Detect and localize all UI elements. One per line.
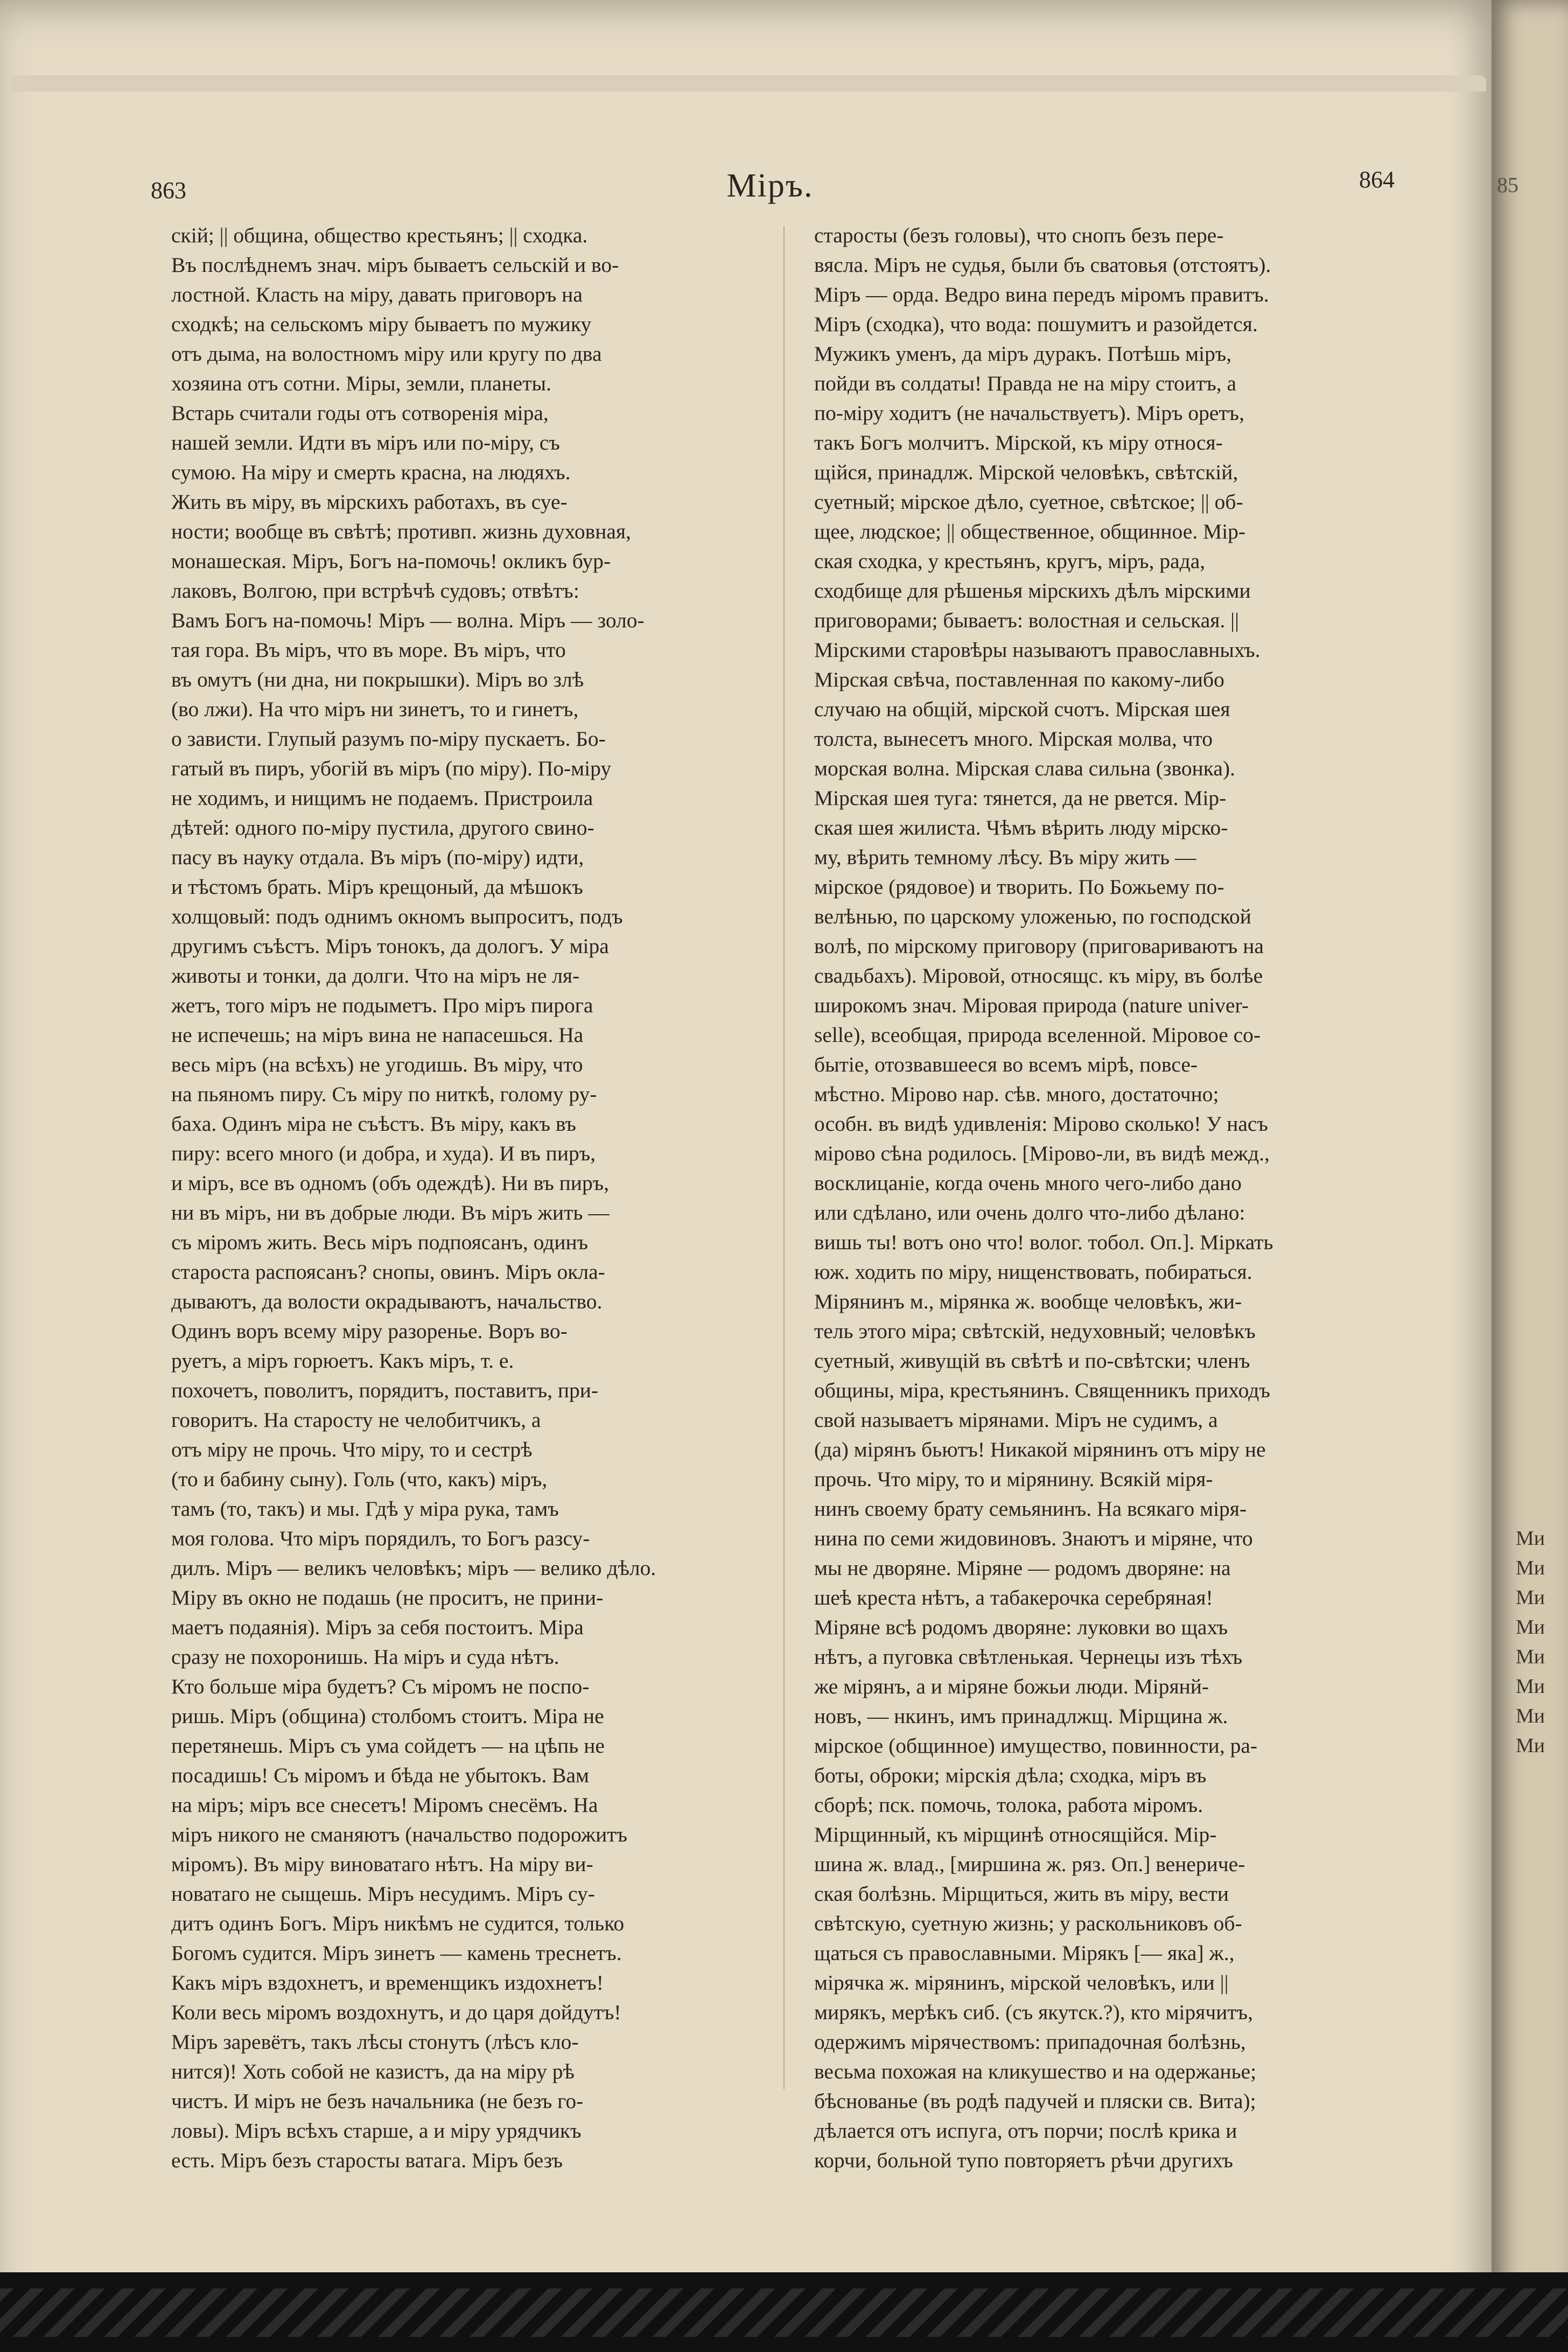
scan-bottom-edge <box>0 2272 1568 2352</box>
text-line: же мірянъ, а и міряне божьи люди. Мірянй- <box>814 1675 1209 1698</box>
text-line: въ омутъ (ни дна, ни покрышки). Міръ во злѣ <box>171 668 584 691</box>
text-line: перетянешь. Міръ съ ума сойдетъ — на цѣпь не <box>171 1734 605 1758</box>
text-line: широкомъ знач. Міровая природа (nature univer- <box>814 993 1249 1017</box>
text-line: сходкѣ; на сельскомъ міру бываетъ по мужику <box>171 312 592 336</box>
text-line: случаю на общій, мірской счотъ. Мірская шея <box>814 697 1230 721</box>
text-line: Міръ заревётъ, такъ лѣсы стонутъ (лѣсъ кло- <box>171 2030 579 2054</box>
bottom-pattern-strip <box>0 2288 1568 2337</box>
text-line: такъ Богъ молчитъ. Мірской, къ міру относя- <box>814 431 1223 454</box>
text-line: новатаго не сыщешь. Міръ несудимъ. Міръ су- <box>171 1882 595 1906</box>
text-line: моя голова. Что міръ порядилъ, то Богъ разсу- <box>171 1527 590 1550</box>
text-line: (да) мірянъ бьютъ! Никакой мірянинъ отъ міру не <box>814 1438 1266 1461</box>
text-line: ская болѣзнь. Мірщиться, жить въ міру, вести <box>814 1882 1229 1906</box>
text-line: похочетъ, поволитъ, порядитъ, поставитъ, при- <box>171 1378 599 1402</box>
text-line: вясла. Міръ не судья, были бъ сватовья (отстоятъ). <box>814 253 1271 277</box>
page-header <box>145 162 1395 210</box>
margin-fragment: Ми <box>1516 1586 1545 1609</box>
margin-fragment: Ми <box>1516 1557 1545 1579</box>
text-line: Встарь считали годы отъ сотворенія міра, <box>171 401 549 425</box>
text-line: мы не дворяне. Міряне — родомъ дворяне: на <box>814 1556 1231 1580</box>
text-line: монашеская. Міръ, Богъ на-помочь! окликъ бур- <box>171 549 611 573</box>
text-line: общины, міра, крестьянинъ. Священникъ приходъ <box>814 1378 1270 1402</box>
page-top-edge <box>11 75 1486 92</box>
text-line: Какъ міръ вздохнетъ, и временщикъ издохнетъ! <box>171 1971 604 1994</box>
text-line: юж. ходить по міру, нищенствовать, побираться. <box>814 1260 1252 1284</box>
text-line: Мірщинный, къ мірщинѣ относящійся. Мір- <box>814 1823 1217 1846</box>
text-line: міръ никого не сманяютъ (начальство подорожитъ <box>171 1823 628 1846</box>
text-line: сразу не похоронишь. На міръ и суда нѣтъ. <box>171 1645 559 1669</box>
next-page-number: 85 <box>1497 173 1518 197</box>
text-line: новъ, — нкинъ, имъ принадлжщ. Мірщина ж. <box>814 1704 1228 1728</box>
text-line: на пьяномъ пиру. Съ міру по ниткѣ, голому ру- <box>171 1082 597 1106</box>
text-line: (во лжи). На что міръ ни зинетъ, то и гинетъ, <box>171 697 579 721</box>
text-line: мірское (общинное) имущество, повинности, ра- <box>814 1734 1258 1758</box>
text-line: ришь. Міръ (община) столбомъ стоитъ. Міра не <box>171 1704 604 1728</box>
text-line: тель этого міра; свѣтскій, недуховный; человѣкъ <box>814 1319 1256 1343</box>
next-page-margin-text <box>1516 1524 1559 1761</box>
text-line: мірское (рядовое) и творить. По Божьему по- <box>814 875 1224 899</box>
text-line: и міръ, все въ одномъ (объ одеждѣ). Ни въ пиръ, <box>171 1171 609 1195</box>
text-line: щаться съ православными. Мірякъ [— яка] ж., <box>814 1941 1235 1965</box>
margin-fragment: Ми <box>1516 1705 1545 1727</box>
text-line: нится)! Хоть собой не казистъ, да на міру рѣ <box>171 2060 575 2083</box>
text-line: дываютъ, да волости окрадываютъ, начальство. <box>171 1290 603 1313</box>
text-line: говоритъ. На старосту не челобитчикъ, а <box>171 1408 541 1432</box>
text-line: не ходимъ, и нищимъ не подаемъ. Пристроила <box>171 786 593 810</box>
text-line: холщовый: подъ однимъ окномъ выпроситъ, подъ <box>171 905 623 928</box>
text-line: шина ж. влад., [миршина ж. ряз. Оп.] венериче- <box>814 1852 1245 1876</box>
text-line: мірячка ж. мірянинъ, мірской человѣкъ, или || <box>814 1971 1229 1994</box>
text-line: по-міру ходитъ (не начальствуетъ). Міръ оретъ, <box>814 401 1244 425</box>
text-line: пасу въ науку отдала. Въ міръ (по-міру) идти, <box>171 845 584 869</box>
text-line: нинъ своему брату семьянинъ. На всякаго міря- <box>814 1497 1247 1521</box>
margin-fragment: Ми <box>1516 1527 1545 1550</box>
text-line: тамъ (то, такъ) и мы. Гдѣ у міра рука, тамъ <box>171 1497 559 1521</box>
text-line: Вамъ Богъ на-помочь! Міръ — волна. Міръ — золо- <box>171 608 645 632</box>
text-line: ности; вообще въ свѣтѣ; противп. жизнь духовная, <box>171 520 631 543</box>
margin-fragment: Ми <box>1516 1646 1545 1668</box>
text-line: бѣснованье (въ родѣ падучей и пляски св. Вита); <box>814 2089 1256 2113</box>
text-line: боты, оброки; мірскія дѣла; сходка, міръ въ <box>814 1763 1207 1787</box>
text-line: мірово сѣна родилось. [Мірово-ли, въ видѣ межд., <box>814 1142 1270 1165</box>
text-line: Въ послѣднемъ знач. міръ бываетъ сельскій и во- <box>171 253 619 277</box>
text-line: пиру: всего много (и добра, и худа). И въ пиръ, <box>171 1142 596 1165</box>
text-line: свадьбахъ). Міровой, относящс. къ міру, въ болѣе <box>814 964 1263 988</box>
text-line: толста, вынесетъ много. Мірская молва, что <box>814 727 1213 751</box>
text-line: волѣ, по мірскому приговору (приговариваютъ на <box>814 934 1264 958</box>
text-line: Міръ (сходка), что вода: пошумитъ и разойдется. <box>814 312 1258 336</box>
text-line: отъ дыма, на волостномъ міру или кругу по два <box>171 342 602 366</box>
text-line: Жить въ міру, въ мірскихъ работахъ, въ суе- <box>171 490 568 514</box>
text-line: мирякъ, мерѣкъ сиб. (съ якутск.?), кто мірячитъ, <box>814 2000 1253 2024</box>
text-line: щійся, принадлж. Мірской человѣкъ, свѣтскій, <box>814 460 1238 484</box>
text-line: вишь ты! вотъ оно что! волог. тобол. Оп.]. Міркать <box>814 1230 1273 1254</box>
text-line: велѣнью, по царскому уложенью, по господской <box>814 905 1251 928</box>
text-line: тая гора. Въ міръ, что въ море. Въ міръ, что <box>171 638 566 662</box>
text-line: дѣтей: одного по-міру пустила, другого свино- <box>171 816 594 839</box>
text-line: морская волна. Мірская слава сильна (звонка). <box>814 757 1235 780</box>
next-page-edge <box>1492 0 1568 2352</box>
text-line: Мірская свѣча, поставленная по какому-либо <box>814 668 1224 691</box>
text-line: посадишь! Съ міромъ и бѣда не убытокъ. Вам <box>171 1763 589 1787</box>
text-line: суетный; мірское дѣло, суетное, свѣтское; || об- <box>814 490 1243 514</box>
text-line: приговорами; бываетъ: волостная и сельская. || <box>814 608 1239 632</box>
text-line: Міряне всѣ родомъ дворяне: луковки во щахъ <box>814 1615 1228 1639</box>
text-line: міромъ). Въ міру виноватаго нѣтъ. На міру ви- <box>171 1852 593 1876</box>
text-line: ни въ міръ, ни въ добрые люди. Въ міръ жить — <box>171 1201 610 1224</box>
text-line: маетъ подаянія). Міръ за себя постоитъ. Міра <box>171 1615 584 1639</box>
text-line: суетный, живущій въ свѣтѣ и по-свѣтски; членъ <box>814 1349 1250 1373</box>
text-line: старосты (безъ головы), что снопъ безъ пере- <box>814 223 1224 247</box>
text-line: лостной. Класть на міру, давать приговоръ на <box>171 283 583 306</box>
text-line: восклицаніе, когда очень много чего-либо дано <box>814 1171 1242 1195</box>
text-line: о зависти. Глупый разумъ по-міру пускаетъ. Бо- <box>171 727 606 751</box>
text-line: и тѣстомъ брать. Міръ крещоный, да мѣшокъ <box>171 875 583 899</box>
text-line: Мірская шея туга: тянется, да не рвется. Мір- <box>814 786 1227 810</box>
margin-fragment: Ми <box>1516 1675 1545 1698</box>
text-line: Мужикъ уменъ, да міръ дуракъ. Потѣшь міръ, <box>814 342 1232 366</box>
text-line: сходбище для рѣшенья мірскихъ дѣлъ мірскими <box>814 579 1251 603</box>
text-line: староста распоясанъ? снопы, овинъ. Міръ окла- <box>171 1260 605 1284</box>
text-line: особн. въ видѣ удивленія: Мірово сколько! У насъ <box>814 1112 1268 1136</box>
text-line: му, вѣрить темному лѣсу. Въ міру жить — <box>814 845 1196 869</box>
text-line: Одинъ воръ всему міру разоренье. Воръ во- <box>171 1319 568 1343</box>
text-line: дилъ. Міръ — великъ человѣкъ; міръ — велико дѣло. <box>171 1556 656 1580</box>
right-column <box>814 221 1412 2175</box>
margin-fragment: Ми <box>1516 1616 1545 1639</box>
text-line: сумою. На міру и смерть красна, на людяхъ. <box>171 460 571 484</box>
text-line: животы и тонки, да долги. Что на міръ не ля- <box>171 964 580 988</box>
text-line: не испечешь; на міръ вина не напасешься. На <box>171 1023 584 1047</box>
text-line: нѣтъ, а пуговка свѣтленькая. Чернецы изъ тѣхъ <box>814 1645 1243 1669</box>
page-number-right: 864 <box>1359 166 1395 193</box>
text-line: Мірскими старовѣры называютъ православныхъ. <box>814 638 1261 662</box>
text-line: прочь. Что міру, то и мірянину. Всякій міря- <box>814 1467 1213 1491</box>
text-line: весьма похожая на кликушество и на одержанье; <box>814 2060 1257 2083</box>
text-line: Мірянинъ м., мірянка ж. вообще человѣкъ, жи- <box>814 1290 1242 1313</box>
text-line: скій; || община, общество крестьянъ; || сходка. <box>171 223 588 247</box>
text-line: съ міромъ жить. Весь міръ подпоясанъ, одинъ <box>171 1230 589 1254</box>
text-line: или сдѣлано, или очень долго что-либо дѣлано: <box>814 1201 1245 1224</box>
text-line: нашей земли. Идти въ міръ или по-міру, съ <box>171 431 560 454</box>
text-line: Коли весь міромъ воздохнутъ, и до царя дойдутъ! <box>171 2000 621 2024</box>
text-line: на міръ; міръ все снесетъ! Міромъ снесёмъ. На <box>171 1793 598 1817</box>
text-line: шеѣ креста нѣтъ, а табакерочка серебряная! <box>814 1586 1213 1609</box>
text-line: корчи, больной тупо повторяетъ рѣчи другихъ <box>814 2148 1233 2172</box>
text-line: сборѣ; пск. помочь, толока, работа міромъ. <box>814 1793 1203 1817</box>
text-line: свой называетъ мірянами. Міръ не судимъ, а <box>814 1408 1218 1432</box>
text-line: лаковъ, Волгою, при встрѣчѣ судовъ; отвѣтъ: <box>171 579 579 603</box>
column-divider <box>783 226 785 2089</box>
text-line: есть. Міръ безъ старосты ватага. Міръ безъ <box>171 2148 563 2172</box>
page-number-left: 863 <box>151 177 186 204</box>
text-line: дитъ одинъ Богъ. Міръ никѣмъ не судится, только <box>171 1912 625 1935</box>
text-line: Міру въ окно не подашь (не проситъ, не прини- <box>171 1586 604 1609</box>
text-line: баха. Одинъ міра не съѣстъ. Въ міру, какъ въ <box>171 1112 576 1136</box>
text-line: Міръ — орда. Ведро вина передъ міромъ правитъ. <box>814 283 1269 306</box>
text-line: щее, людское; || общественное, общинное. Мір- <box>814 520 1246 543</box>
text-line: selle), всеобщая, природа вселенной. Міровое со- <box>814 1023 1261 1047</box>
running-title: Міръ. <box>726 167 814 204</box>
text-line: Богомъ судится. Міръ зинетъ — камень треснетъ. <box>171 1941 622 1965</box>
text-line: ловы). Міръ всѣхъ старше, а и міру урядчикъ <box>171 2119 582 2143</box>
text-line: бытіе, отозвавшееся во всемъ мірѣ, повсе- <box>814 1053 1198 1076</box>
text-line: жетъ, того міръ не подыметъ. Про міръ пирога <box>171 993 593 1017</box>
text-line: одержимъ мірячествомъ: припадочная болѣзнь, <box>814 2030 1246 2054</box>
text-line: дѣлается отъ испуга, отъ порчи; послѣ крика и <box>814 2119 1237 2143</box>
text-line: ская сходка, у крестьянъ, кругъ, міръ, рада, <box>814 549 1206 573</box>
text-line: пойди въ солдаты! Правда не на міру стоитъ, а <box>814 372 1237 395</box>
left-column <box>171 221 769 2175</box>
text-line: весь міръ (на всѣхъ) не угодишь. Въ міру, что <box>171 1053 583 1076</box>
text-line: гатый въ пиръ, убогій въ міръ (по міру). По-міру <box>171 757 612 780</box>
text-line: свѣтскую, суетную жизнь; у раскольниковъ об- <box>814 1912 1242 1935</box>
text-line: руетъ, а міръ горюетъ. Какъ міръ, т. е. <box>171 1349 514 1373</box>
text-line: отъ міру не прочь. Что міру, то и сестрѣ <box>171 1438 533 1461</box>
text-line: нина по семи жидовиновъ. Знаютъ и міряне, что <box>814 1527 1253 1550</box>
text-line: (то и бабину сыну). Голь (что, какъ) міръ, <box>171 1467 548 1491</box>
text-line: другимъ съѣстъ. Міръ тонокъ, да дологъ. У міра <box>171 934 609 958</box>
margin-fragment: Ми <box>1516 1734 1545 1757</box>
text-line: Кто больше міра будетъ? Съ міромъ не поспо- <box>171 1675 590 1698</box>
text-line: хозяина отъ сотни. Міры, земли, планеты. <box>171 372 551 395</box>
text-line: мѣстно. Мірово нар. сѣв. много, достаточно; <box>814 1082 1219 1106</box>
text-line: ская шея жилиста. Чѣмъ вѣрить люду мірско- <box>814 816 1228 839</box>
text-line: чистъ. И міръ не безъ начальника (не безъ го- <box>171 2089 584 2113</box>
